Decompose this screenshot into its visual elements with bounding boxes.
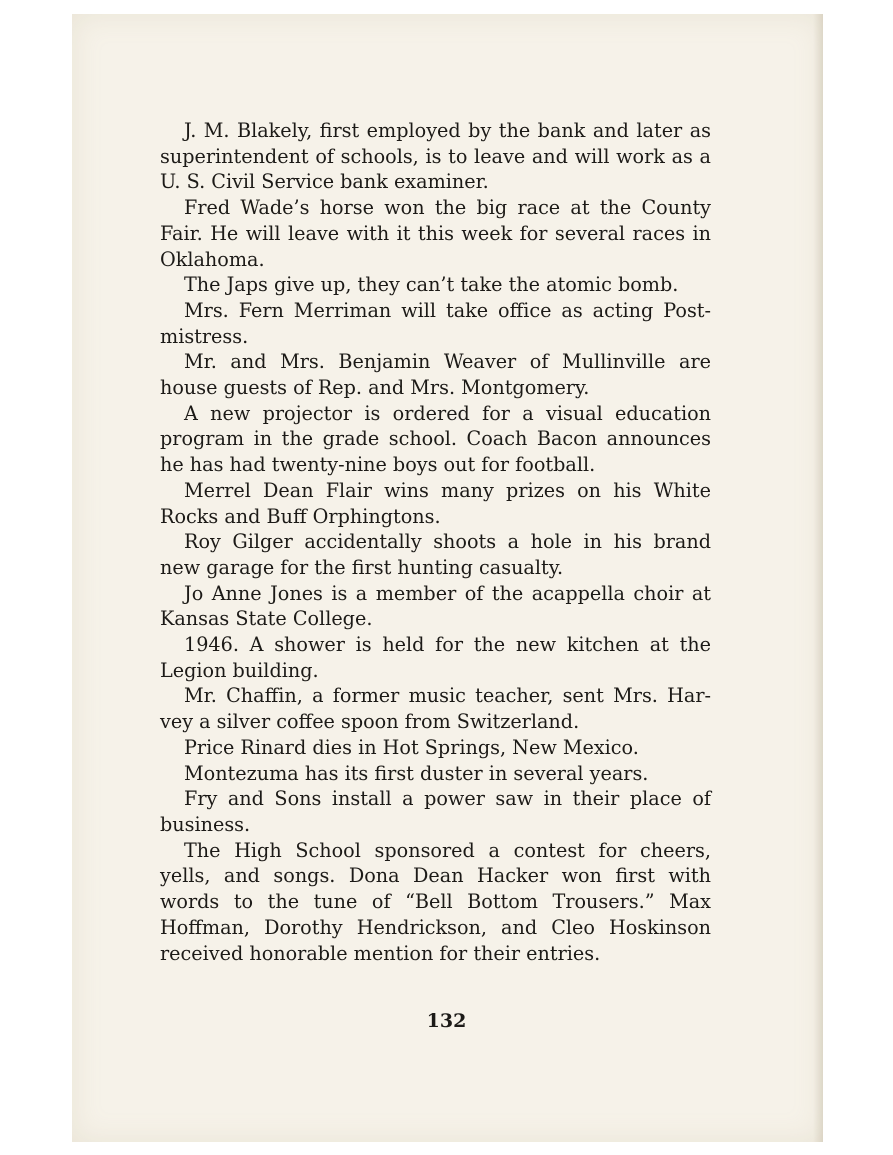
paragraph: The High School sponsored a contest for cheers, yells, and songs. Dona Dean Hacker won first with words to the tune of “Bell Bottom Trousers.” Max Hoffman, Dorothy Hendrickson, and Cleo Hoskinson received honorable mention for their entries. xyxy=(160,838,711,965)
paragraph: Fry and Sons install a power saw in their place of business. xyxy=(160,787,711,836)
paragraph: Roy Gilger accidentally shoots a hole in his brand new garage for the first hunting casualty. xyxy=(160,530,711,579)
paragraph: Price Rinard dies in Hot Springs, New Mexico. xyxy=(184,735,639,759)
paragraph: Fred Wade’s horse won the big race at the County Fair. He will leave with it this week for several races in Oklahoma. xyxy=(160,196,711,271)
paragraph: Merrel Dean Flair wins many prizes on his White Rocks and Buff Orphingtons. xyxy=(160,478,711,528)
paragraph: 1946. A shower is held for the new kitchen at the Legion building. xyxy=(160,633,711,682)
paragraph: Mrs. Fern Merriman will take office as acting Postmistress. xyxy=(160,298,711,348)
page-body-text xyxy=(160,118,711,966)
paragraph: Montezuma has its first duster in several years. xyxy=(184,761,649,785)
page-edge-shadow xyxy=(813,14,823,1142)
paragraph: A new projector is ordered for a visual education program in the grade school. Coach Bacon announces he has had twenty-nine boys out for football. xyxy=(160,401,711,477)
paragraph: The Japs give up, they can’t take the atomic bomb. xyxy=(184,273,679,297)
page-number: 132 xyxy=(426,1010,467,1032)
paragraph: Mr. and Mrs. Benjamin Weaver of Mullinville are house guests of Rep. and Mrs. Montgomery. xyxy=(160,350,711,400)
paragraph: Mr. Chaffin, a former music teacher, sent Mrs. Harvey a silver coffee spoon from Switzerland. xyxy=(160,684,711,734)
paragraph: Jo Anne Jones is a member of the acappella choir at Kansas State College. xyxy=(160,581,711,631)
paragraph: J. M. Blakely, first employed by the bank and later as superintendent of schools, is to leave and will work as a U. S. Civil Service bank examiner. xyxy=(160,119,711,194)
